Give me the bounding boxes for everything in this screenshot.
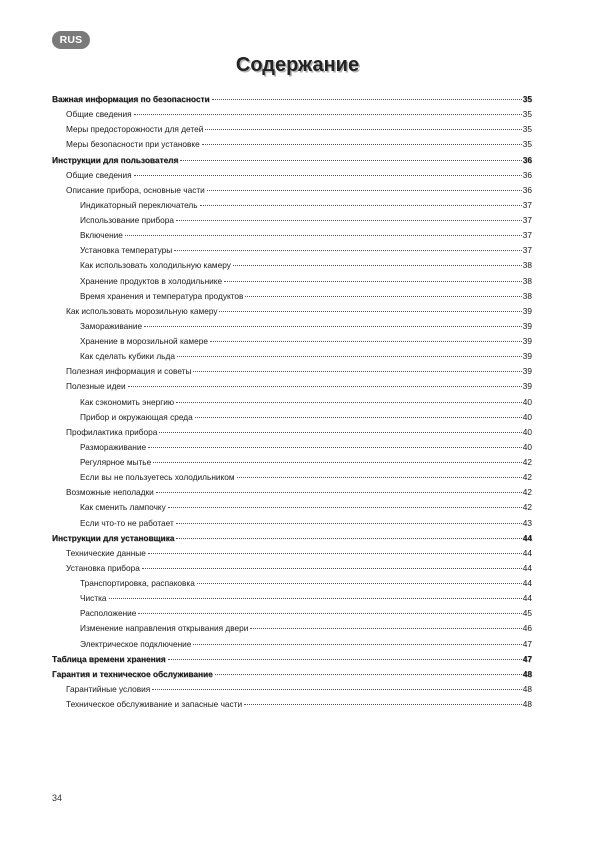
toc-entry-title: Индикаторный переключатель	[80, 199, 198, 210]
toc-entry-title: Профилактика прибора	[66, 426, 158, 437]
toc-leader-dots	[176, 401, 522, 403]
toc-entry-title: Гарантия и техническое обслуживание	[52, 668, 213, 679]
toc-entry-page: 39	[522, 336, 532, 346]
toc-entry[interactable]	[52, 470, 532, 485]
toc-entry-title: Если вы не пользуетесь холодильником	[80, 472, 235, 483]
toc-entry-title: Прибор и окружающая среда	[80, 411, 193, 422]
toc-entry-page: 35	[522, 124, 532, 135]
toc-entry-page: 48	[522, 699, 532, 709]
toc-entry-page: 44	[522, 532, 532, 543]
toc-entry-title: Меры предосторожности для детей	[66, 124, 204, 135]
toc-entry[interactable]	[52, 122, 532, 137]
toc-entry-page: 47	[522, 638, 532, 649]
toc-entry[interactable]	[52, 637, 532, 652]
toc-leader-dots	[219, 310, 521, 312]
toc-leader-dots	[200, 204, 522, 206]
toc-entry[interactable]	[52, 153, 532, 168]
toc-leader-dots	[176, 522, 522, 524]
toc-leader-dots	[244, 703, 522, 705]
toc-entry-title: Гарантийные условия	[66, 683, 151, 694]
toc-entry[interactable]	[52, 183, 532, 198]
toc-leader-dots	[109, 597, 522, 599]
toc-leader-dots	[134, 174, 522, 176]
toc-entry-title: Общие сведения	[66, 109, 132, 120]
toc-entry-title: Возможные неполадки	[66, 487, 154, 498]
toc-entry[interactable]	[52, 198, 532, 213]
toc-entry-page: 39	[522, 305, 532, 316]
toc-entry[interactable]	[52, 334, 532, 349]
toc-entry[interactable]	[52, 107, 532, 122]
toc-entry-title: Общие сведения	[66, 169, 132, 180]
toc-entry[interactable]	[52, 228, 532, 243]
toc-entry[interactable]	[52, 410, 532, 425]
toc-entry[interactable]	[52, 379, 532, 394]
toc-entry-page: 42	[522, 472, 532, 483]
toc-entry-page: 36	[522, 154, 532, 165]
toc-leader-dots	[212, 98, 522, 100]
toc-leader-dots	[177, 355, 522, 357]
toc-entry[interactable]	[52, 516, 532, 531]
toc-leader-dots	[148, 446, 522, 448]
toc-entry-page: 36	[522, 169, 532, 180]
toc-entry-title: Если что-то не работает	[80, 517, 174, 528]
toc-entry-title: Меры безопасности при установке	[66, 139, 200, 150]
toc-entry-page: 44	[522, 578, 532, 588]
toc-entry[interactable]	[52, 304, 532, 319]
toc-entry-page: 35	[522, 94, 532, 104]
toc-leader-dots	[237, 476, 522, 478]
toc-entry-page: 38	[522, 275, 532, 286]
toc-entry-page: 37	[522, 215, 532, 225]
toc-entry[interactable]	[52, 606, 532, 621]
toc-leader-dots	[205, 128, 521, 130]
toc-entry-page: 39	[522, 381, 532, 392]
toc-entry[interactable]	[52, 319, 532, 334]
toc-entry-title: Таблица времени хранения	[52, 653, 166, 664]
toc-entry-page: 48	[522, 668, 532, 679]
toc-entry-title: Время хранения и температура продуктов	[80, 290, 244, 301]
toc-entry-page: 42	[522, 502, 532, 513]
toc-entry[interactable]	[52, 425, 532, 440]
toc-entry[interactable]	[52, 258, 532, 273]
toc-entry-title: Включение	[80, 230, 123, 241]
toc-leader-dots	[193, 643, 521, 645]
page-number: 34	[52, 793, 63, 803]
toc-entry[interactable]	[52, 137, 532, 152]
toc-leader-dots	[144, 325, 522, 327]
page-title: Содержание	[235, 54, 360, 76]
toc-entry-title: Как использовать холодильную камеру	[80, 260, 231, 271]
toc-entry-title: Важная информация по безопасности	[52, 94, 210, 104]
toc-entry-title: Хранение продуктов в холодильнике	[80, 275, 223, 286]
toc-entry[interactable]	[52, 561, 532, 576]
toc-entry-page: 40	[522, 396, 532, 407]
toc-entry[interactable]	[52, 621, 532, 636]
toc-entry-title: Расположение	[80, 608, 137, 619]
toc-entry-page: 35	[522, 109, 532, 120]
toc-entry-page: 44	[522, 547, 532, 558]
toc-entry[interactable]	[52, 485, 532, 500]
toc-entry[interactable]	[52, 546, 532, 561]
language-badge: RUS	[52, 31, 90, 49]
toc-leader-dots	[128, 385, 522, 387]
toc-entry-page: 39	[522, 351, 532, 362]
toc-entry-title: Технические данные	[66, 547, 146, 558]
toc-entry-page: 39	[522, 320, 532, 331]
toc-entry[interactable]	[52, 576, 532, 591]
toc-entry-title: Изменение направления открывания двери	[80, 623, 249, 634]
toc-entry[interactable]	[52, 243, 532, 258]
toc-entry-title: Как сэкономить энергию	[80, 396, 175, 407]
toc-leader-dots	[180, 159, 521, 161]
toc-entry-title: Замораживание	[80, 320, 143, 331]
toc-entry-page: 38	[522, 290, 532, 301]
toc-leader-dots	[202, 143, 522, 145]
toc-entry-title: Использование прибора	[80, 215, 174, 225]
table-of-contents	[52, 92, 532, 712]
toc-entry-page: 37	[522, 245, 532, 256]
toc-entry-page: 44	[522, 562, 532, 573]
toc-entry-title: Установка температуры	[80, 245, 173, 256]
toc-entry-page: 40	[522, 441, 532, 452]
toc-entry-title: Размораживание	[80, 441, 147, 452]
toc-leader-dots	[233, 264, 522, 266]
toc-entry[interactable]	[52, 682, 532, 697]
toc-leader-dots	[210, 340, 522, 342]
toc-entry-page: 44	[522, 593, 532, 604]
toc-entry-page: 48	[522, 683, 532, 694]
toc-leader-dots	[152, 688, 521, 690]
toc-entry[interactable]	[52, 349, 532, 364]
toc-leader-dots	[138, 612, 521, 614]
toc-leader-dots	[174, 249, 522, 251]
toc-leader-dots	[176, 219, 522, 221]
toc-entry-title: Чистка	[80, 593, 107, 604]
toc-entry-title: Электрическое подключение	[80, 638, 192, 649]
toc-entry[interactable]	[52, 395, 532, 410]
toc-entry-title: Полезные идеи	[66, 381, 126, 392]
toc-entry-title: Как сделать кубики льда	[80, 351, 175, 362]
toc-entry[interactable]	[52, 697, 532, 712]
toc-leader-dots	[134, 113, 522, 115]
toc-entry[interactable]	[52, 289, 532, 304]
toc-entry-title: Инструкции для пользователя	[52, 154, 179, 165]
toc-entry[interactable]	[52, 455, 532, 470]
toc-leader-dots	[153, 461, 522, 463]
toc-entry-page: 46	[522, 623, 532, 634]
toc-leader-dots	[142, 567, 522, 569]
toc-leader-dots	[245, 295, 521, 297]
toc-entry[interactable]	[52, 364, 532, 379]
toc-entry[interactable]	[52, 92, 532, 107]
toc-entry-title: Инструкции для установщика	[52, 532, 175, 543]
toc-entry-page: 45	[522, 608, 532, 619]
toc-entry[interactable]	[52, 274, 532, 289]
toc-leader-dots	[168, 658, 522, 660]
toc-leader-dots	[148, 552, 522, 554]
toc-leader-dots	[159, 431, 521, 433]
toc-entry-page: 43	[522, 517, 532, 528]
toc-leader-dots	[193, 370, 521, 372]
toc-leader-dots	[168, 506, 522, 508]
toc-entry-page: 47	[522, 653, 532, 664]
toc-leader-dots	[224, 280, 522, 282]
toc-leader-dots	[156, 491, 522, 493]
toc-leader-dots	[197, 582, 522, 584]
toc-entry[interactable]	[52, 500, 532, 515]
toc-entry-page: 40	[522, 411, 532, 422]
toc-entry-title: Описание прибора, основные части	[66, 184, 205, 195]
toc-entry[interactable]	[52, 168, 532, 183]
toc-leader-dots	[176, 537, 521, 539]
toc-entry-page: 36	[522, 184, 532, 195]
toc-leader-dots	[195, 416, 522, 418]
toc-leader-dots	[125, 234, 522, 236]
toc-entry-page: 40	[522, 426, 532, 437]
toc-entry-title: Полезная информация и советы	[66, 366, 192, 377]
toc-entry[interactable]	[52, 591, 532, 606]
toc-leader-dots	[207, 189, 522, 191]
toc-entry-title: Регулярное мытье	[80, 457, 152, 467]
toc-entry[interactable]	[52, 652, 532, 667]
toc-entry-page: 42	[522, 487, 532, 498]
toc-entry[interactable]	[52, 531, 532, 546]
toc-entry[interactable]	[52, 667, 532, 682]
toc-entry-title: Как сменить лампочку	[80, 502, 166, 513]
toc-entry-page: 35	[522, 139, 532, 150]
toc-entry-title: Хранение в морозильной камере	[80, 336, 208, 346]
toc-entry-title: Техническое обслуживание и запасные части	[66, 699, 243, 709]
toc-entry-page: 42	[522, 457, 532, 467]
toc-leader-dots	[215, 673, 522, 675]
toc-entry[interactable]	[52, 440, 532, 455]
toc-entry-title: Установка прибора	[66, 562, 140, 573]
toc-leader-dots	[250, 627, 521, 629]
toc-entry-page: 37	[522, 199, 532, 210]
toc-entry-page: 37	[522, 230, 532, 241]
toc-entry-page: 39	[522, 366, 532, 377]
toc-entry-title: Транспортировка, распаковка	[80, 578, 195, 588]
toc-entry[interactable]	[52, 213, 532, 228]
toc-entry-title: Как использовать морозильную камеру	[66, 305, 218, 316]
toc-entry-page: 38	[522, 260, 532, 271]
